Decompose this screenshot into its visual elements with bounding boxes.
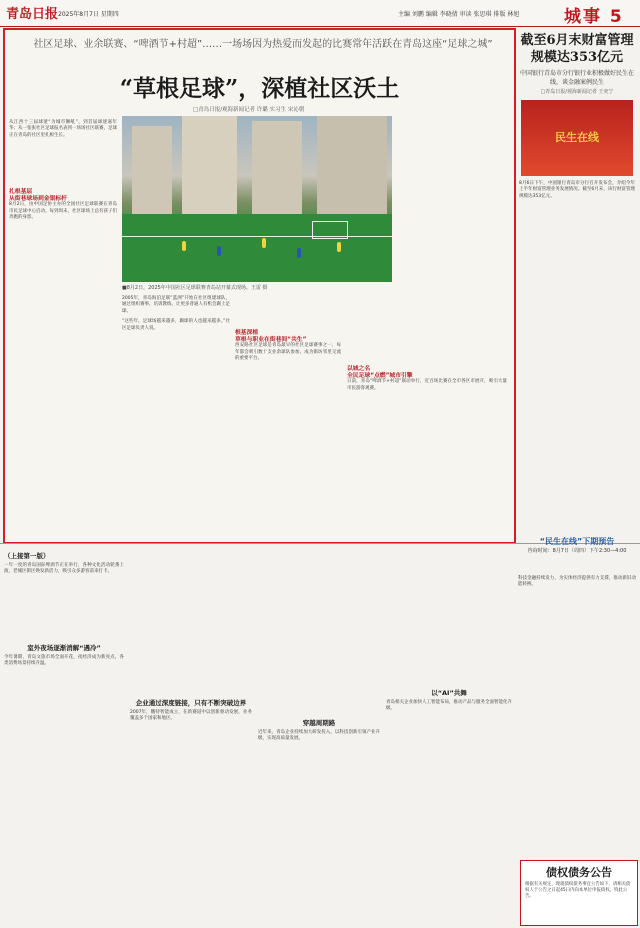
story-column-2 <box>122 296 230 332</box>
lower-column-1 <box>4 550 124 668</box>
story-paragraph: 西安路社区足球是青岛最早的社区足球赛事之一，每年都会吸引数十支业余球队参加，成为街坊邻里交流的重要平台。 <box>235 343 341 361</box>
story-headline: “草根足球”，深植社区沃土 <box>119 75 400 102</box>
subheading: 全民足球“点燃”城市引擎 <box>347 372 413 379</box>
player-figure <box>217 246 221 256</box>
story-paragraph: 日前，青岛“啤酒节+村超”联动举行，近百场比赛在全市各区市展开，吸引大量市民游客观赛。 <box>347 379 507 391</box>
story-paragraph: 8月2日，由中国足协主办的全国社区足球联赛在青岛市民足球中心启动。每到周末，社区球场上总有孩子们奔跑的身影。 <box>9 202 117 221</box>
feature-story <box>3 28 516 544</box>
notice-title: 债权债务公告 <box>546 866 612 879</box>
subheading: 根基深植 <box>235 330 259 336</box>
side-paragraph: 8月6日下午，中国银行青岛市分行召开发布会，介绍今年上半年财富管理业务发展情况。截至6月末，该行财富管理规模达353亿元。 <box>519 181 635 199</box>
section-title: 城事 5 <box>564 7 624 27</box>
preview-title: “民生在线”下期预告 <box>539 537 615 546</box>
lower-paragraph: 今年暑期，青岛文旅市场全面开花，夜经济成为新亮点，各类消费场景持续升温。 <box>4 655 124 667</box>
lower-column-3 <box>258 550 380 742</box>
legal-notice <box>520 860 638 926</box>
story-byline: □青岛日报/观海新闻记者 许璐 实习生 宋沁朝 <box>193 107 305 113</box>
soccer-photo <box>122 116 392 282</box>
preview-box <box>516 536 638 554</box>
lower-paragraph: 科技金融持续发力，为实体经济提供有力支撑，推动新旧动能转换。 <box>518 576 636 588</box>
player-figure <box>297 248 301 258</box>
subheading: 从街巷球场到金银标杆 <box>9 195 67 202</box>
side-byline: □青岛日报/观海新闻记者 王奕宁 <box>540 89 614 95</box>
subheading: 以城之名 <box>347 366 371 372</box>
field-line <box>122 236 392 237</box>
lower-paragraph: 近年来，青岛企业持续加大研发投入，以科技创新引领产业升级，实现高质量发展。 <box>258 729 380 741</box>
building-shape <box>317 116 387 216</box>
building-shape <box>132 126 172 216</box>
lower-column-5 <box>518 576 636 589</box>
editor-credits: 主编 刘鹏 编辑 李晓倩 审读 张思琪 排版 林旭 <box>398 11 520 18</box>
side-headline: 截至6月末财富管理规模达353亿元 <box>520 33 634 65</box>
story-column-1 <box>9 120 117 222</box>
masthead <box>0 0 640 27</box>
side-banner-image: 民生在线 <box>521 100 633 176</box>
newspaper-logo: 青岛日报 <box>6 7 59 22</box>
photo-caption: ■8月2日，2025年中国社区足球联赛青岛站开幕式现场。王雷 摄 <box>122 285 268 291</box>
lower-column-2 <box>130 550 252 722</box>
player-figure <box>337 242 341 252</box>
player-figure <box>182 241 186 251</box>
lower-paragraph: 一年一度的青岛国际啤酒节正在举行，各种文化活动轮番上演，老城区街区焕发新活力，吸引众多游客前来打卡。 <box>4 562 124 574</box>
lower-paragraph: 青岛相关企业加快人工智能布局，推动产品与服务全面智能化升级。 <box>386 699 512 711</box>
story-paragraph: “这些年，足球场越来越多，踢球的人也越来越多。”社区足球负责人说。 <box>122 319 230 331</box>
story-paragraph: 从江西十三届球迷“为城市狮吼”、到首届球迷嘉年华；从一张张社区足球报名表到一场场社区联赛，足球正在青岛的社区里扎根生长。 <box>9 120 117 138</box>
lower-heading: 穿越周期路 <box>302 719 336 727</box>
lower-column-4 <box>386 550 512 712</box>
player-figure <box>262 238 266 248</box>
continued-label: （上接第一版） <box>4 552 50 560</box>
goal-net <box>312 221 348 239</box>
subheading: 草根与职业在街巷间“共生” <box>235 336 307 343</box>
story-paragraph: 2005年，青岛海泊足联“蓝洲”开始在社区组建球队，通过组织赛事、培训教练，让更多普通人有机会踢上足球。 <box>122 296 230 314</box>
side-story <box>516 28 638 540</box>
building-shape <box>252 121 302 216</box>
lower-heading: 室外夜场逐渐消解“遇冷” <box>27 644 101 653</box>
soccer-field <box>122 214 392 282</box>
issue-date: 2025年8月7日 星期四 <box>58 11 119 18</box>
notice-body: 根据有关规定，现就债权债务事宜公告如下，请相关债权人于公告之日起45日内向本单位申报债权。特此公告。 <box>525 882 631 899</box>
story-column-3 <box>235 296 341 362</box>
building-shape <box>182 116 237 216</box>
lower-paragraph: 2007年，鹏特智能成立，在新赛道中以创新驱动发展，业务覆盖多个国家和地区。 <box>130 709 252 721</box>
subheading: 扎根基层 <box>9 189 33 196</box>
side-subtitle: 中国银行青岛市分行银行业积极做好民生在线，谈金融案例民生 <box>519 70 634 86</box>
story-kicker: 社区足球、业余联赛、“啤酒节+村超”……一场场因为热爱而发起的比赛常年活跃在青岛这座“足球之城” <box>33 39 493 50</box>
story-column-4 <box>347 296 507 392</box>
preview-subtitle: 咨询时间：8月7日（周四）下午2:30—4:00 <box>527 548 627 554</box>
lower-heading: 以“AI”共舞 <box>431 689 467 697</box>
lower-heading: 企业通过深度链接，只有不断突破边界 <box>135 699 247 707</box>
